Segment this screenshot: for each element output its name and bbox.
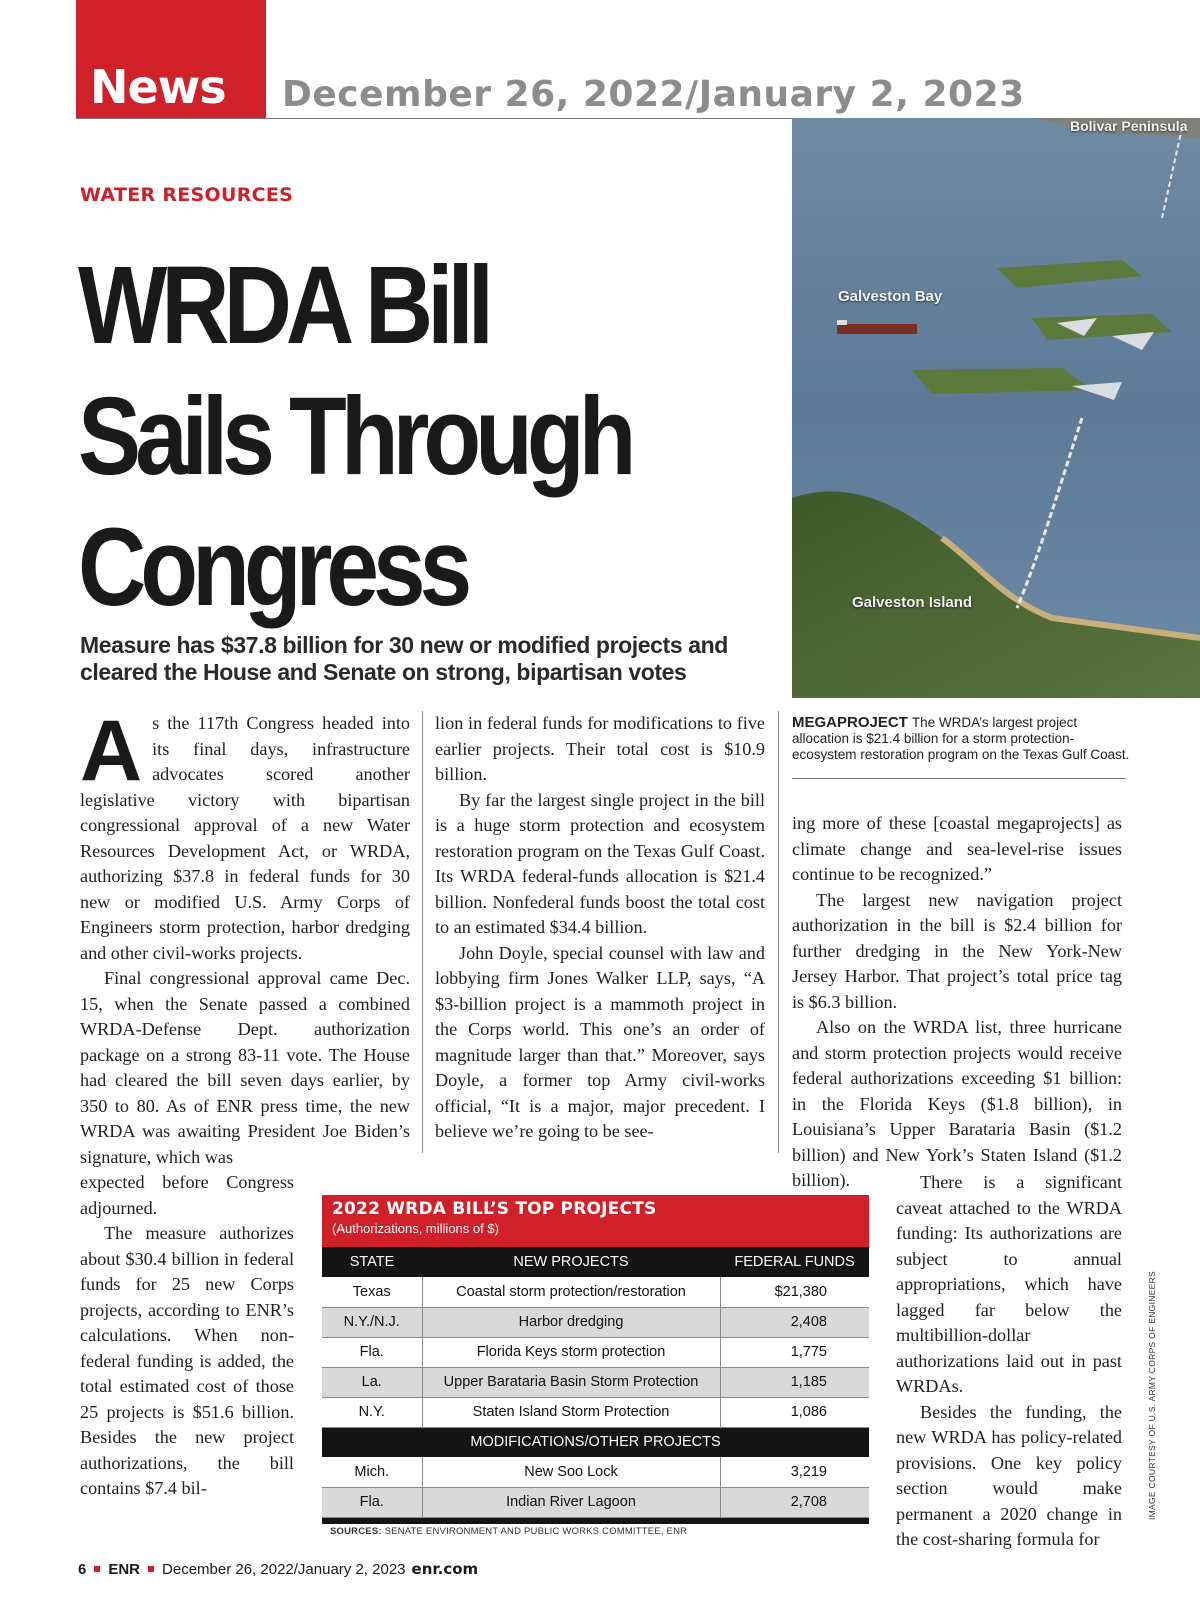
caption-divider — [792, 778, 1126, 779]
paragraph: By far the largest single project in the bill is a huge storm protection and ecosystem restoration program on the Texas Gulf Coast. Its WRDA federal-funds allocation is $21.4 billion. Nonfederal funds boost the total cost to an estimated $34.4 billion. — [435, 789, 765, 937]
red-bullet-icon — [148, 1566, 154, 1572]
cell-project: Staten Island Storm Protection — [422, 1397, 720, 1427]
table-row — [322, 1487, 869, 1517]
map-label-bolivar: Bolivar Peninsula — [1070, 118, 1188, 134]
cell-state: Fla. — [322, 1337, 422, 1367]
column-divider — [778, 711, 779, 1153]
aerial-illustration — [792, 118, 1200, 698]
red-bullet-icon — [94, 1566, 100, 1572]
paragraph: Besides the funding, the new WRDA has policy-related provisions. One key policy section would make permanent a 2020 change in the cost-sharing formula for — [896, 1401, 1122, 1549]
cell-funds: 2,408 — [720, 1307, 869, 1337]
footer-date: December 26, 2022/January 2, 2023 — [162, 1561, 406, 1578]
paragraph: lion in federal funds for modifications to five earlier projects. Their total cost is $10.9 billion. — [435, 713, 765, 784]
table-subtitle: (Authorizations, millions of $) — [332, 1221, 499, 1236]
body-column-3 — [792, 811, 1122, 1194]
table-subheading-row — [322, 1427, 869, 1457]
projects-table — [322, 1195, 869, 1524]
section-label: WATER RESOURCES — [80, 184, 294, 206]
cell-funds: 3,219 — [720, 1457, 869, 1487]
column-header-funds: FEDERAL FUNDS — [720, 1247, 869, 1277]
page-footer — [78, 1560, 478, 1578]
magazine-name: ENR — [108, 1561, 141, 1578]
paragraph: The measure authorizes about $30.4 billion in federal funds for 25 new Corps projects, according to ENR’s calculations. When non-federal funding is added, the total estimated cost of those 25 projects is $51.6 billion. Besides the new project authorizations, the bill contains $7.4 bil- — [80, 1223, 294, 1498]
caption-text: The WRDA’s largest project allocation is $21.4 billion for a storm protection-ecosystem restoration program on the Texas Gulf Coast. — [792, 715, 1130, 762]
table-row — [322, 1457, 869, 1487]
column-header-state: STATE — [322, 1247, 422, 1277]
cell-project: New Soo Lock — [422, 1457, 720, 1487]
cell-state: Fla. — [322, 1487, 422, 1517]
cell-funds: 1,775 — [720, 1337, 869, 1367]
paragraph: Also on the WRDA list, three hurricane and storm protection projects would receive federal authorizations exceeding $1 billion: in the Florida Keys ($1.8 billion), in Louisiana’s Upper Barataria Basin ($1.2 billion) and New York’s Staten Island ($1.2 billion). — [792, 1017, 1122, 1190]
cell-state: Texas — [322, 1277, 422, 1307]
section-tab-label: News — [90, 60, 226, 114]
body-column-1-continued — [80, 1170, 294, 1502]
projects-grid — [322, 1247, 869, 1518]
cell-project: Upper Barataria Basin Storm Protection — [422, 1367, 720, 1397]
paragraph: John Doyle, special counsel with law and lobbying firm Jones Walker LLP, says, “A $3-billion project is a mammoth project in the Corps world. This one’s an order of magnitude larger than that.” Moreover, says Doyle, a former top Army civil-works official, “It is a major, major precedent. I believe we’re going to be see- — [435, 942, 765, 1141]
cell-funds: $21,380 — [720, 1277, 869, 1307]
table-row — [322, 1277, 869, 1307]
website-link[interactable]: enr.com — [411, 1560, 479, 1578]
table-row — [322, 1367, 869, 1397]
paragraph: There is a significant caveat attached to the WRDA funding: Its authorizations are subject to annual appropriations, which have lagged far below the multibillion-dollar authorizations laid out in past WRDAs. — [896, 1172, 1122, 1396]
cell-state: La. — [322, 1367, 422, 1397]
cell-funds: 2,708 — [720, 1487, 869, 1517]
table-row — [322, 1337, 869, 1367]
table-header-band — [322, 1195, 869, 1247]
body-column-1 — [80, 703, 410, 1170]
table-header-row — [322, 1247, 869, 1277]
headline-line: Sails Through — [78, 375, 631, 498]
cell-state: Mich. — [322, 1457, 422, 1487]
column-divider — [422, 711, 423, 1153]
table-row — [322, 1307, 869, 1337]
table-title: 2022 WRDA BILL’S TOP PROJECTS — [332, 1199, 657, 1219]
paragraph: Final congressional approval came Dec. 15, when the Senate passed a combined WRDA-Defense Dept. authorization package on a strong 83-11 vote. The House had cleared the bill seven days earlier, by 350 to 80. As of ENR press time, the new WRDA was awaiting President Joe Biden’s signature, which was — [80, 968, 410, 1167]
cell-project: Coastal storm protection/restoration — [422, 1277, 720, 1307]
column-header-project: NEW PROJECTS — [422, 1247, 720, 1277]
modifications-heading: MODIFICATIONS/OTHER PROJECTS — [322, 1427, 869, 1457]
paragraph: s the 117th Congress headed into its final days, infrastructure advocates scored another legislative victory with bipartisan congressional approval of a new Water Resources Development Act, or WRDA, authorizing $37.8 in federal funds for 30 new or modified U.S. Army Corps of Engineers storm protection, harbor dredging and other civil-works projects. — [80, 713, 410, 963]
sources-label: SOURCES: — [330, 1526, 382, 1537]
headline-line: WRDA Bill — [78, 244, 489, 367]
cell-project: Florida Keys storm protection — [422, 1337, 720, 1367]
issue-date: December 26, 2022/January 2, 2023 — [282, 74, 1025, 115]
headline — [78, 240, 680, 633]
paragraph: The largest new navigation project authorization in the bill is $2.4 billion for further dredging in the New York-New Jersey Harbor. That project’s total price tag is $6.3 billion. — [792, 889, 1122, 1012]
map-label-galveston-island: Galveston Island — [852, 594, 973, 611]
table-bottom-rule — [322, 1518, 869, 1524]
caption-label: MEGAPROJECT — [792, 714, 908, 731]
cell-funds: 1,185 — [720, 1367, 869, 1397]
table-row — [322, 1397, 869, 1427]
photo-caption — [792, 715, 1132, 763]
table-sources — [330, 1526, 687, 1537]
section-tab — [76, 0, 266, 118]
body-column-3-continued — [896, 1170, 1122, 1553]
cell-state: N.Y. — [322, 1397, 422, 1427]
header-divider — [76, 118, 792, 119]
paragraph: ing more of these [coastal megaprojects] as climate change and sea-level-rise issues continue to be recognized.” — [792, 813, 1122, 884]
paragraph: expected before Congress adjourned. — [80, 1172, 294, 1218]
cell-state: N.Y./N.J. — [322, 1307, 422, 1337]
cell-funds: 1,086 — [720, 1397, 869, 1427]
page-number: 6 — [78, 1561, 87, 1578]
body-column-2 — [435, 711, 765, 1145]
drop-cap: A — [80, 703, 143, 799]
deck: Measure has $37.8 billion for 30 new or modified projects and cleared the House and Senate on strong, bipartisan votes — [80, 632, 728, 685]
cell-project: Indian River Lagoon — [422, 1487, 720, 1517]
cell-project: Harbor dredging — [422, 1307, 720, 1337]
image-credit: IMAGE COURTESY OF U.S. ARMY CORPS OF ENGINEERS — [1147, 1270, 1157, 1520]
headline-line: Congress — [78, 506, 467, 629]
map-label-galveston-bay: Galveston Bay — [838, 288, 943, 305]
sources-text: SENATE ENVIRONMENT AND PUBLIC WORKS COMMITTEE, ENR — [384, 1526, 688, 1537]
aerial-photo — [792, 118, 1200, 698]
